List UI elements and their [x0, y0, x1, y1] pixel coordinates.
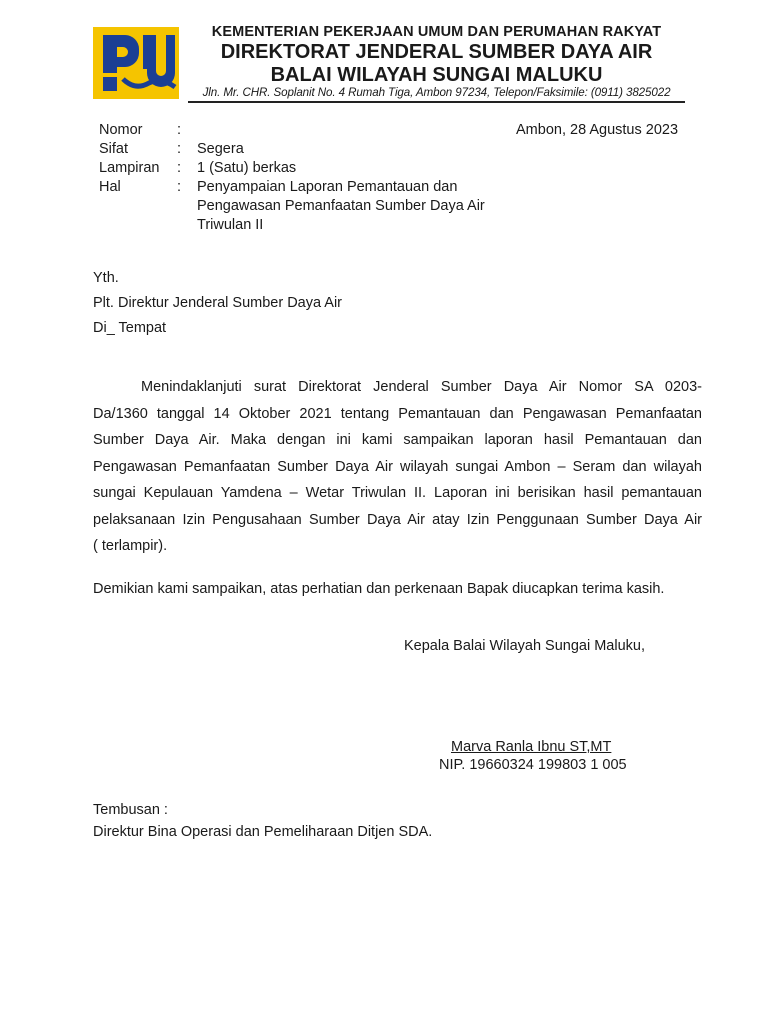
paragraph-line: ( terlampir).	[93, 538, 168, 554]
meta-value-hal: Penyampaian Laporan Pemantauan dan	[197, 179, 458, 195]
meta-value-lampiran: 1 (Satu) berkas	[197, 160, 297, 176]
body-paragraph	[93, 374, 702, 560]
pupr-logo	[93, 27, 179, 99]
cc-item: Direktur Bina Operasi dan Pemeliharaan Ditjen SDA.	[93, 824, 433, 840]
paragraph-line: sungai Kepulauan Yamdena – Wetar Triwulan II. Laporan ini berisikan hasil pemantauan	[93, 485, 702, 501]
signatory-name: Marva Ranla Ibnu ST,MT	[451, 739, 612, 755]
meta-colon: :	[177, 122, 182, 138]
meta-value-sifat: Segera	[197, 141, 244, 157]
recipient-name: Plt. Direktur Jenderal Sumber Daya Air	[93, 295, 343, 311]
ministry-name: KEMENTERIAN PEKERJAAN UMUM DAN PERUMAHAN RAKYAT	[211, 24, 662, 40]
paragraph-line: pelaksanaan Izin Pengusahaan Sumber Daya Air atay Izin Penggunaan Sumber Daya Air	[93, 511, 702, 528]
place-date: Ambon, 28 Agustus 2023	[516, 122, 679, 138]
meta-colon: :	[177, 160, 182, 176]
meta-colon: :	[177, 141, 182, 157]
meta-label-sifat: Sifat	[99, 141, 129, 157]
meta-colon: :	[177, 179, 182, 195]
recipient-place: Di_ Tempat	[93, 320, 167, 336]
signatory-nip: NIP. 19660324 199803 1 005	[439, 757, 627, 773]
meta-value-hal-cont: Triwulan II	[197, 217, 264, 233]
cc-label: Tembusan :	[93, 802, 168, 818]
paragraph-line: Sumber Daya Air. Maka dengan ini kami sampaikan laporan hasil Pemantauan dan	[93, 432, 702, 448]
recipient-salutation: Yth.	[93, 270, 119, 286]
office-name: BALAI WILAYAH SUNGAI MALUKU	[270, 64, 603, 86]
directorate-name: DIREKTORAT JENDERAL SUMBER DAYA AIR	[220, 41, 653, 63]
meta-label-lampiran: Lampiran	[99, 160, 160, 176]
meta-label-hal: Hal	[99, 179, 121, 195]
meta-value-hal-cont: Pengawasan Pemanfaatan Sumber Daya Air	[197, 198, 485, 214]
office-address: Jln. Mr. CHR. Soplanit No. 4 Rumah Tiga, Ambon 97234, Telepon/Faksimile: (0911) 3825022	[202, 86, 671, 99]
signatory-title: Kepala Balai Wilayah Sungai Maluku,	[404, 638, 645, 654]
meta-label-nomor: Nomor	[99, 122, 143, 138]
closing-sentence: Demikian kami sampaikan, atas perhatian dan perkenaan Bapak diucapkan terima kasih.	[93, 581, 665, 597]
paragraph-line: Pengawasan Pemanfaatan Sumber Daya Air wilayah sungai Ambon – Seram dan wilayah	[93, 458, 702, 475]
paragraph-line: Da/1360 tanggal 14 Oktober 2021 tentang Pemantauan dan Pengawasan Pemanfaatan	[93, 405, 702, 422]
paragraph-line: Menindaklanjuti surat Direktorat Jenderal Sumber Daya Air Nomor SA 0203-	[141, 379, 702, 395]
letterhead-divider	[188, 101, 685, 103]
